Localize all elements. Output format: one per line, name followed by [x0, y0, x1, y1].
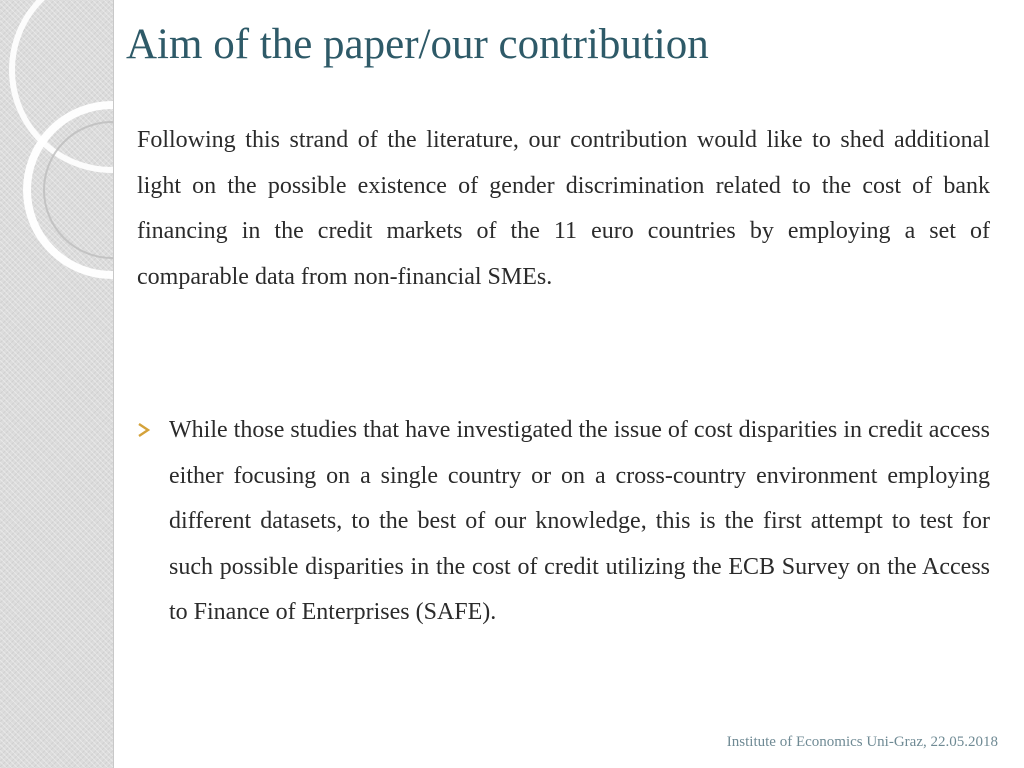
- intro-paragraph: Following this strand of the literature, our contribution would like to shed additional light on the possible existence of gender discrimination related to the cost of bank financing in the credit markets of the 11 euro countries by employing a set of comparable data from non-financial SMEs.: [137, 127, 990, 290]
- deco-circle-medium: [27, 105, 113, 275]
- slide-title: Aim of the paper/our contribution: [126, 21, 709, 68]
- arrow-bullet-icon: [137, 422, 151, 438]
- footer-text: Institute of Economics Uni-Graz, 22.05.2018: [726, 734, 998, 750]
- deco-circle-inner: [44, 122, 113, 258]
- bullet-item: [137, 408, 990, 636]
- bullet-text: While those studies that have investigated the issue of cost disparities in credit access either focusing on a single country or on a cross-country environment employing different datasets, to the best of our knowledge, this is the first attempt to test for such possible disparities in the cost of credit utilizing the ECB Survey on the Access to Finance of Enterprises (SAFE).: [169, 417, 990, 625]
- decorative-circles: [0, 0, 113, 768]
- decorative-sidebar: [0, 0, 114, 768]
